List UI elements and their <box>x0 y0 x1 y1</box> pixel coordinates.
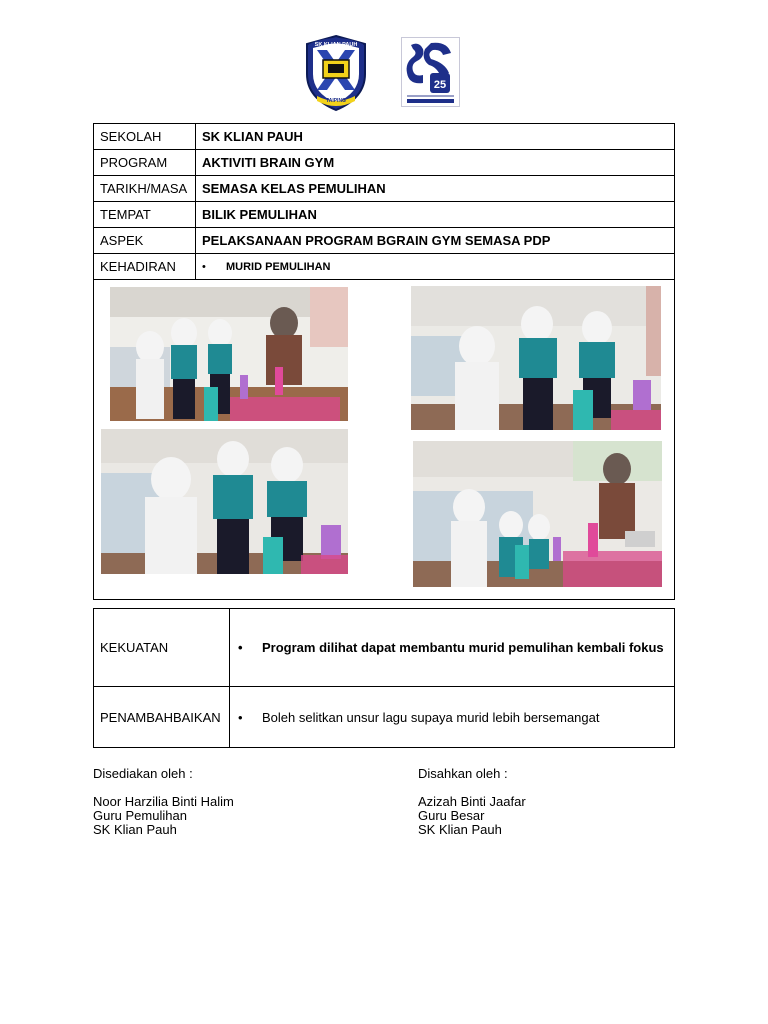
info-row-kehadiran <box>94 254 675 280</box>
info-value: SK KLIAN PAUH <box>196 124 675 150</box>
eval-label: KEKUATAN <box>94 609 230 687</box>
program-info-table <box>93 123 675 280</box>
info-label: ASPEK <box>94 228 196 254</box>
info-value: AKTIVITI BRAIN GYM <box>196 150 675 176</box>
eval-value: Boleh selitkan unsur lagu supaya murid lebih bersemangat <box>262 709 600 725</box>
info-row-tarikh <box>94 176 675 202</box>
info-value: PELAKSANAAN PROGRAM BGRAIN GYM SEMASA PDP <box>196 228 675 254</box>
evaluation-table <box>93 608 675 748</box>
eval-value-cell <box>230 687 675 748</box>
info-label: TEMPAT <box>94 202 196 228</box>
approved-by-name: Azizah Binti Jaafar <box>418 794 526 809</box>
school-crest-logo <box>303 34 369 112</box>
approved-by-position: Guru Besar <box>418 808 485 823</box>
attendance-label: KEHADIRAN <box>94 254 196 280</box>
info-value: SEMASA KELAS PEMULIHAN <box>196 176 675 202</box>
eval-value: Program dilihat dapat membantu murid pemulihan kembali fokus <box>262 640 664 655</box>
info-row-sekolah <box>94 124 675 150</box>
svg-text:TAIPING: TAIPING <box>326 98 346 104</box>
info-label: SEKOLAH <box>94 124 196 150</box>
info-value: BILIK PEMULIHAN <box>196 202 675 228</box>
svg-text:25: 25 <box>433 79 447 91</box>
prepared-by-block <box>93 767 234 837</box>
approved-by-heading: Disahkan oleh : <box>418 766 508 781</box>
prepared-by-name: Noor Harzilia Binti Halim <box>93 794 234 809</box>
prepared-by-position: Guru Pemulihan <box>93 808 187 823</box>
activity-photo-4 <box>413 441 662 587</box>
bullet-icon: • <box>238 640 243 655</box>
prepared-by-heading: Disediakan oleh : <box>93 766 193 781</box>
header-logos <box>0 34 768 112</box>
svg-text:SK KLIAN PAUH: SK KLIAN PAUH <box>314 42 358 48</box>
approved-by-block <box>418 767 526 837</box>
eval-row-penambahbaikan <box>94 687 675 748</box>
bullet-icon: • <box>238 709 243 725</box>
activity-photo-3 <box>101 429 348 574</box>
attendance-value: MURID PEMULIHAN <box>226 260 331 273</box>
eval-label: PENAMBAHBAIKAN <box>94 687 230 748</box>
bullet-icon: • <box>202 260 206 273</box>
prepared-by-school: SK Klian Pauh <box>93 822 177 837</box>
info-row-aspek <box>94 228 675 254</box>
eval-value-cell <box>230 609 675 687</box>
activity-photo-2 <box>411 286 661 430</box>
eval-row-kekuatan <box>94 609 675 687</box>
attendance-value-cell <box>196 254 675 280</box>
info-label: TARIKH/MASA <box>94 176 196 202</box>
ministry-logo <box>401 37 460 107</box>
activity-photo-1 <box>110 287 348 421</box>
approved-by-school: SK Klian Pauh <box>418 822 502 837</box>
info-row-tempat <box>94 202 675 228</box>
info-label: PROGRAM <box>94 150 196 176</box>
info-row-program <box>94 150 675 176</box>
photo-gallery <box>93 280 675 600</box>
